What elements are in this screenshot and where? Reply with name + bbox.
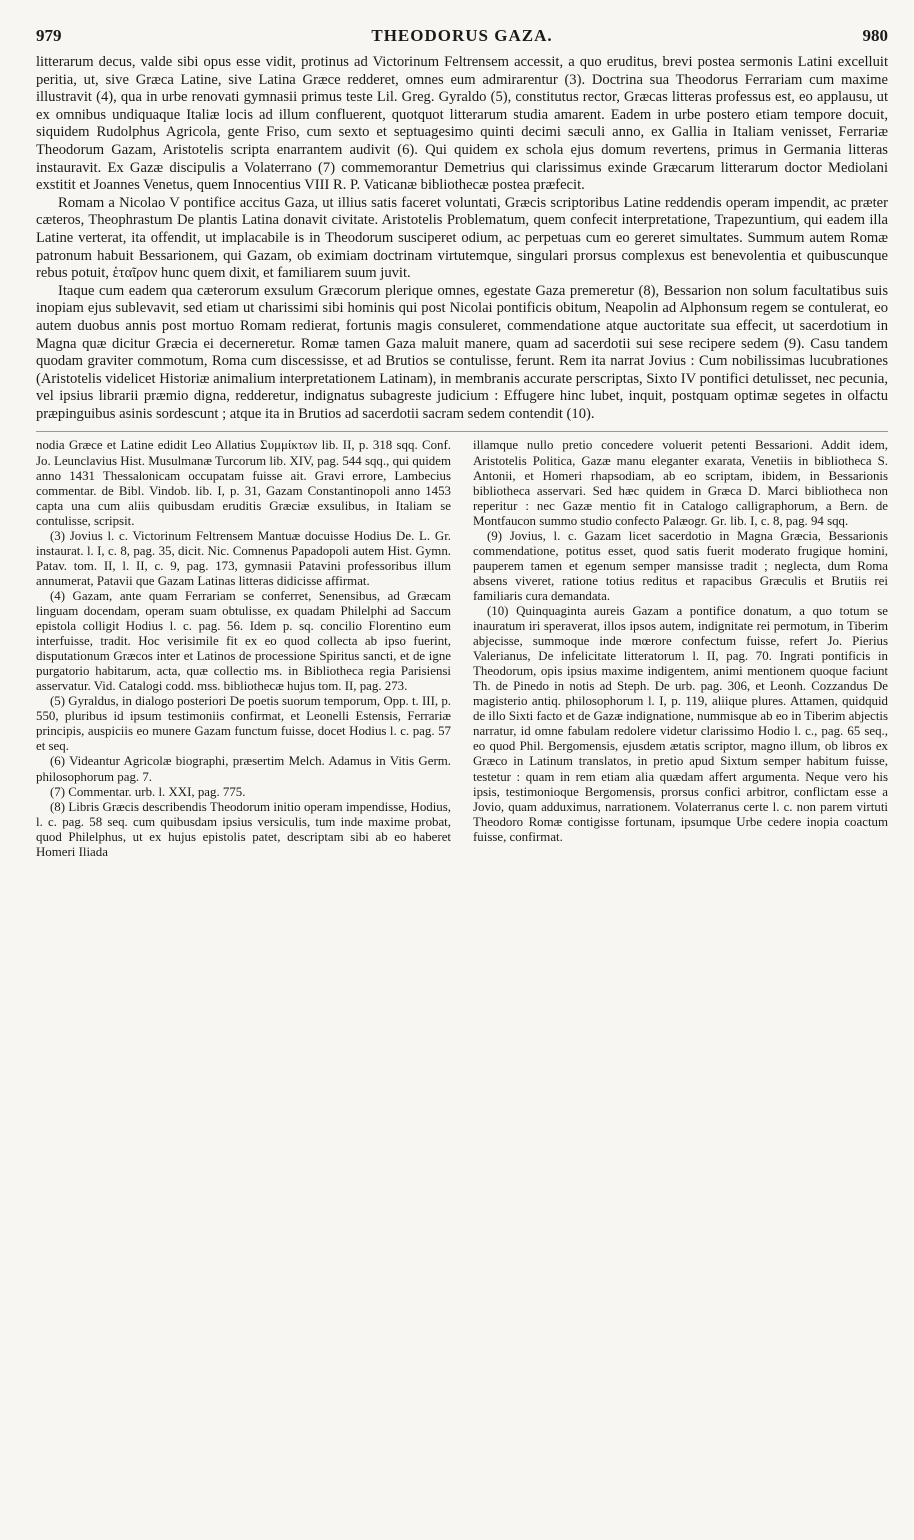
footnote: (9) Jovius, l. c. Gazam licet sacerdotio in Magna Græcia, Bessarionis commendatione, potitus esset, quod satis fuerit moderato frugique homini, pauperem tamen et egenum semper mansisse tradit ; neglecta, dum Roma absens viveret, ratione totius reditus et rapacibus Græculis et Brutiis rei familiaris cura demandata. bbox=[473, 528, 888, 603]
footnote: (3) Jovius l. c. Victorinum Feltrensem Mantuæ docuisse Hodius De. L. Gr. instaurat. l. I, c. 8, pag. 35, dicit. Nic. Comnenus Papadopoli autem Hist. Gymn. Patav. tom. II, l. II, c. 9, pag. 173, gymnasii Patavini professoribus illum annumerat, Patavii que Gazam Latinas litteras didicisse affirmat. bbox=[36, 528, 451, 588]
right-page-number: 980 bbox=[862, 26, 888, 45]
footnotes-right-column bbox=[473, 438, 888, 859]
paragraph: Romam a Nicolao V pontifice accitus Gaza, ut illius satis faceret voluntati, Græcis scriptoribus Latine reddendis operam impendit, ac præter cæteros, Theophrastum De plantis Latina donavit civitate. Aristotelis Problematum, quem confecit interpretatione, Trapezuntium, qui eadem illa Latine verterat, ita offendit, ut implacabile is in Theodorum susciperet odium, ac perpetuas cum eo gereret simultates. Summum autem Romæ patronum habuit Bessarionem, qui Gazam, ob eximiam doctrinam virtutemque, singulari prorsus complexus est benevolentia et quibuscunque rebus potuit, ἑταῖρον hunc quem dixit, et familiarem suum juvit. bbox=[36, 194, 888, 282]
paragraph: Itaque cum eadem qua cæterorum exsulum Græcorum plerique omnes, egestate Gaza premeretur (8), Bessarion non solum facultatibus suis inopiam ejus sublevavit, sed etiam ut charissimi sibi hominis qui post Nicolai pontificis obitum, Neapolin ad Alphonsum regem se contulerat, eo autem duobus annis post mortuo Romam redierat, fortunis magis consuleret, commendatione atque auctoritate sua effecit, ut sacerdotium in Magna quæ dicitur Græcia ei decerneretur. Romæ tamen Gaza maluit manere, quam ad sacerdotii sui sese recipere sedem (9). Casu tandem quodam graviter commotum, Roma cum discessisse, et ad Brutios se contulisse, ferunt. Rem ita narrat Jovius : Cum nobilissimas lucubrationes (Aristotelis videlicet Historiæ animalium interpretationem Latinam), in membranis accurate perscriptas, Sixto IV pontifici detulisset, nec pecunia, vel ipsius librarii præmio digna, redderetur, indignatus subagreste judicium : Effugere hinc lubet, inquit, postquam optimæ segetes in olfactu præpinguibus asinis sordescunt ; atque ita in Brutios ad sacerdotii sacram sedem contendit (10). bbox=[36, 282, 889, 422]
footnote: (7) Commentar. urb. l. XXI, pag. 775. bbox=[50, 784, 246, 799]
footnotes bbox=[36, 431, 888, 859]
footnote: (5) Gyraldus, in dialogo posteriori De poetis suorum temporum, Opp. t. III, p. 550, pluribus id ipsum testimoniis confirmat, et Leonelli Estensis, Ferrariæ principis, auspiciis eo munere Gazam functum fuisse, docet Hodius l. c. pag. 57 et seq. bbox=[36, 694, 451, 754]
footnote: (4) Gazam, ante quam Ferrariam se conferret, Senensibus, ad Græcam linguam docendam, operam suam obtulisse, ex quadam Philelphi ad Saccum epistola colligit Hodius l. c. pag. 56. Idem p. sq. concilio Florentino eum interfuisse, tradit. Hoc verisimile fit ex eo quod collecta ab ipso fuerint, disputationum Græcos inter et Latinos de processione Spiritus sancti, et de igne purgatorio habitarum, acta, quæ collectio ms. in Bibliotheca regia Parisiensi asservatur. Vid. Catalogi codd. mss. bibliothecæ hujus tom. II, pag. 273. bbox=[36, 588, 451, 694]
footnote: (6) Videantur Agricolæ biographi, præsertim Melch. Adamus in Vitis Germ. philosophorum pag. 7. bbox=[36, 754, 451, 784]
running-title: THEODORUS GAZA. bbox=[371, 26, 553, 45]
paragraph: litterarum decus, valde sibi opus esse vidit, protinus ad Victorinum Feltrensem accessit, a quo eruditus, brevi postea sermonis Latini excelluit peritia, ut, sive Græca Latine, sive Latina Græce redderet, omnes eum admirarentur (3). Doctrina sua Theodorus Ferrariam cum maxime illustravit (4), qua in urbe renovati gymnasii primus teste Lil. Greg. Gyraldo (5), constitutus rector, Græcas litteras professus est, eo applausu, ut ex omnibus undiquaque Italiæ locis ad illum confluerent, quotquot litterarum studia amarent. Eadem in urbe postero etiam tempore docuit, siquidem Rudolphus Agricola, gente Friso, cum sexto et septuagesimo quinti decimi sæculi anno, ex Gallia in Italiam venisset, Ferrariæ Theodorum Gazam, Aristotelis scripta enarrantem audivit (6). Qui quidem ex schola ejus domum revertens, primus in Germania litteras instauravit. Ex Gazæ discipulis a Volaterrano (7) commemorantur Demetrius qui clarissimus exinde Græcarum litterarum doctor Mediolani exstitit et Joannes Venetus, quem Innocentius VIII R. P. Vaticanæ bibliothecæ postea præfecit. bbox=[36, 54, 888, 194]
main-text bbox=[36, 54, 888, 423]
footnote: (10) Quinquaginta aureis Gazam a pontifice donatum, a quo totum se inauratum iri speraverat, illos ipsos autem, indignitate rei permotum, in Tiberim abjecisse, summoque inde mœrore confectum fuisse, refert Jo. Pierius Valerianus, De infelicitate litteratorum l. II, pag. 70. Ingrati pontificis in Theodorum, opis ipsius maxime indigentem, animi mentionem quoque faciunt Th. de Pinedo in notis ad Steph. De urb. pag. 306, et Leonh. Cozzandus De magisterio antiq. philosophorum l. I, p. 119, aliique plures. Attamen, quidquid de illo Sixti facto et de Gazæ indignatione, nummisque ab eo in Tiberim abjectis narratur, id omne fabulam redolere videtur clarissimo Hodio l. c., pag. 65 seq., eo quod Phil. Bergomensis, ejusdem ætatis scriptor, magno illum, ob libros ex Græco in Latinum translatos, in pretio apud Sixtum semper habitum fuisse, testetur : quam in rem etiam alia quædam affert argumenta. Neque vero his ipsis, testimonioque Bergomensis, prorsus confici arbitror, conflictam esse a Jovio, quam adduximus, narrationem. Volaterranus certe l. c. non parem virtuti Theodoro Romæ contigisse fortunam, ipsumque Urbe cedere inopia coactum fuisse, confirmat. bbox=[473, 603, 888, 844]
footnote: illamque nullo pretio concedere voluerit petenti Bessarioni. Addit idem, Aristotelis Politica, Gazæ manu eleganter exarata, Venetiis in bibliotheca S. Antonii, et Homeri rhapsodiam, ab eo scriptam, ibidem, in Bessarionis bibliotheca asservari. Sed hæc quidem in Græca D. Marci bibliotheca non reperitur : nec Gazæ mentio fit in Catalogo calligraphorum, a Bern. de Montfaucon summo studio confecto Palæogr. Gr. lib. I, c. 8, pag. 94 sqq. bbox=[473, 438, 888, 528]
footnote: nodia Græce et Latine edidit Leo Allatius Συμμίκτων lib. II, p. 318 sqq. Conf. Jo. Leunclavius Hist. Musulmanæ Turcorum lib. XIV, pag. 544 sqq., qui quidem anno 1431 Thessalonicam occupatam fuisse ait. Gravi errore, Lambecius commentar. de Bibl. Vindob. lib. I, p. 31, Gazam Constantinopoli anno 1453 capta una cum aliis quibusdam eruditis Græciæ exsulibus, in Italiam se contulisse, scripsit. bbox=[36, 438, 451, 528]
left-page-number: 979 bbox=[36, 26, 62, 45]
footnotes-left-column bbox=[36, 438, 451, 859]
running-header bbox=[36, 26, 888, 52]
footnote: (8) Libris Græcis describendis Theodorum initio operam impendisse, Hodius, l. c. pag. 58 seq. cum quibusdam ipsius versiculis, tum inde maxime probat, quod Philelphus, ut ex hujus epistolis patet, descriptam sibi ab eo haberet Homeri Iliada bbox=[36, 799, 451, 859]
